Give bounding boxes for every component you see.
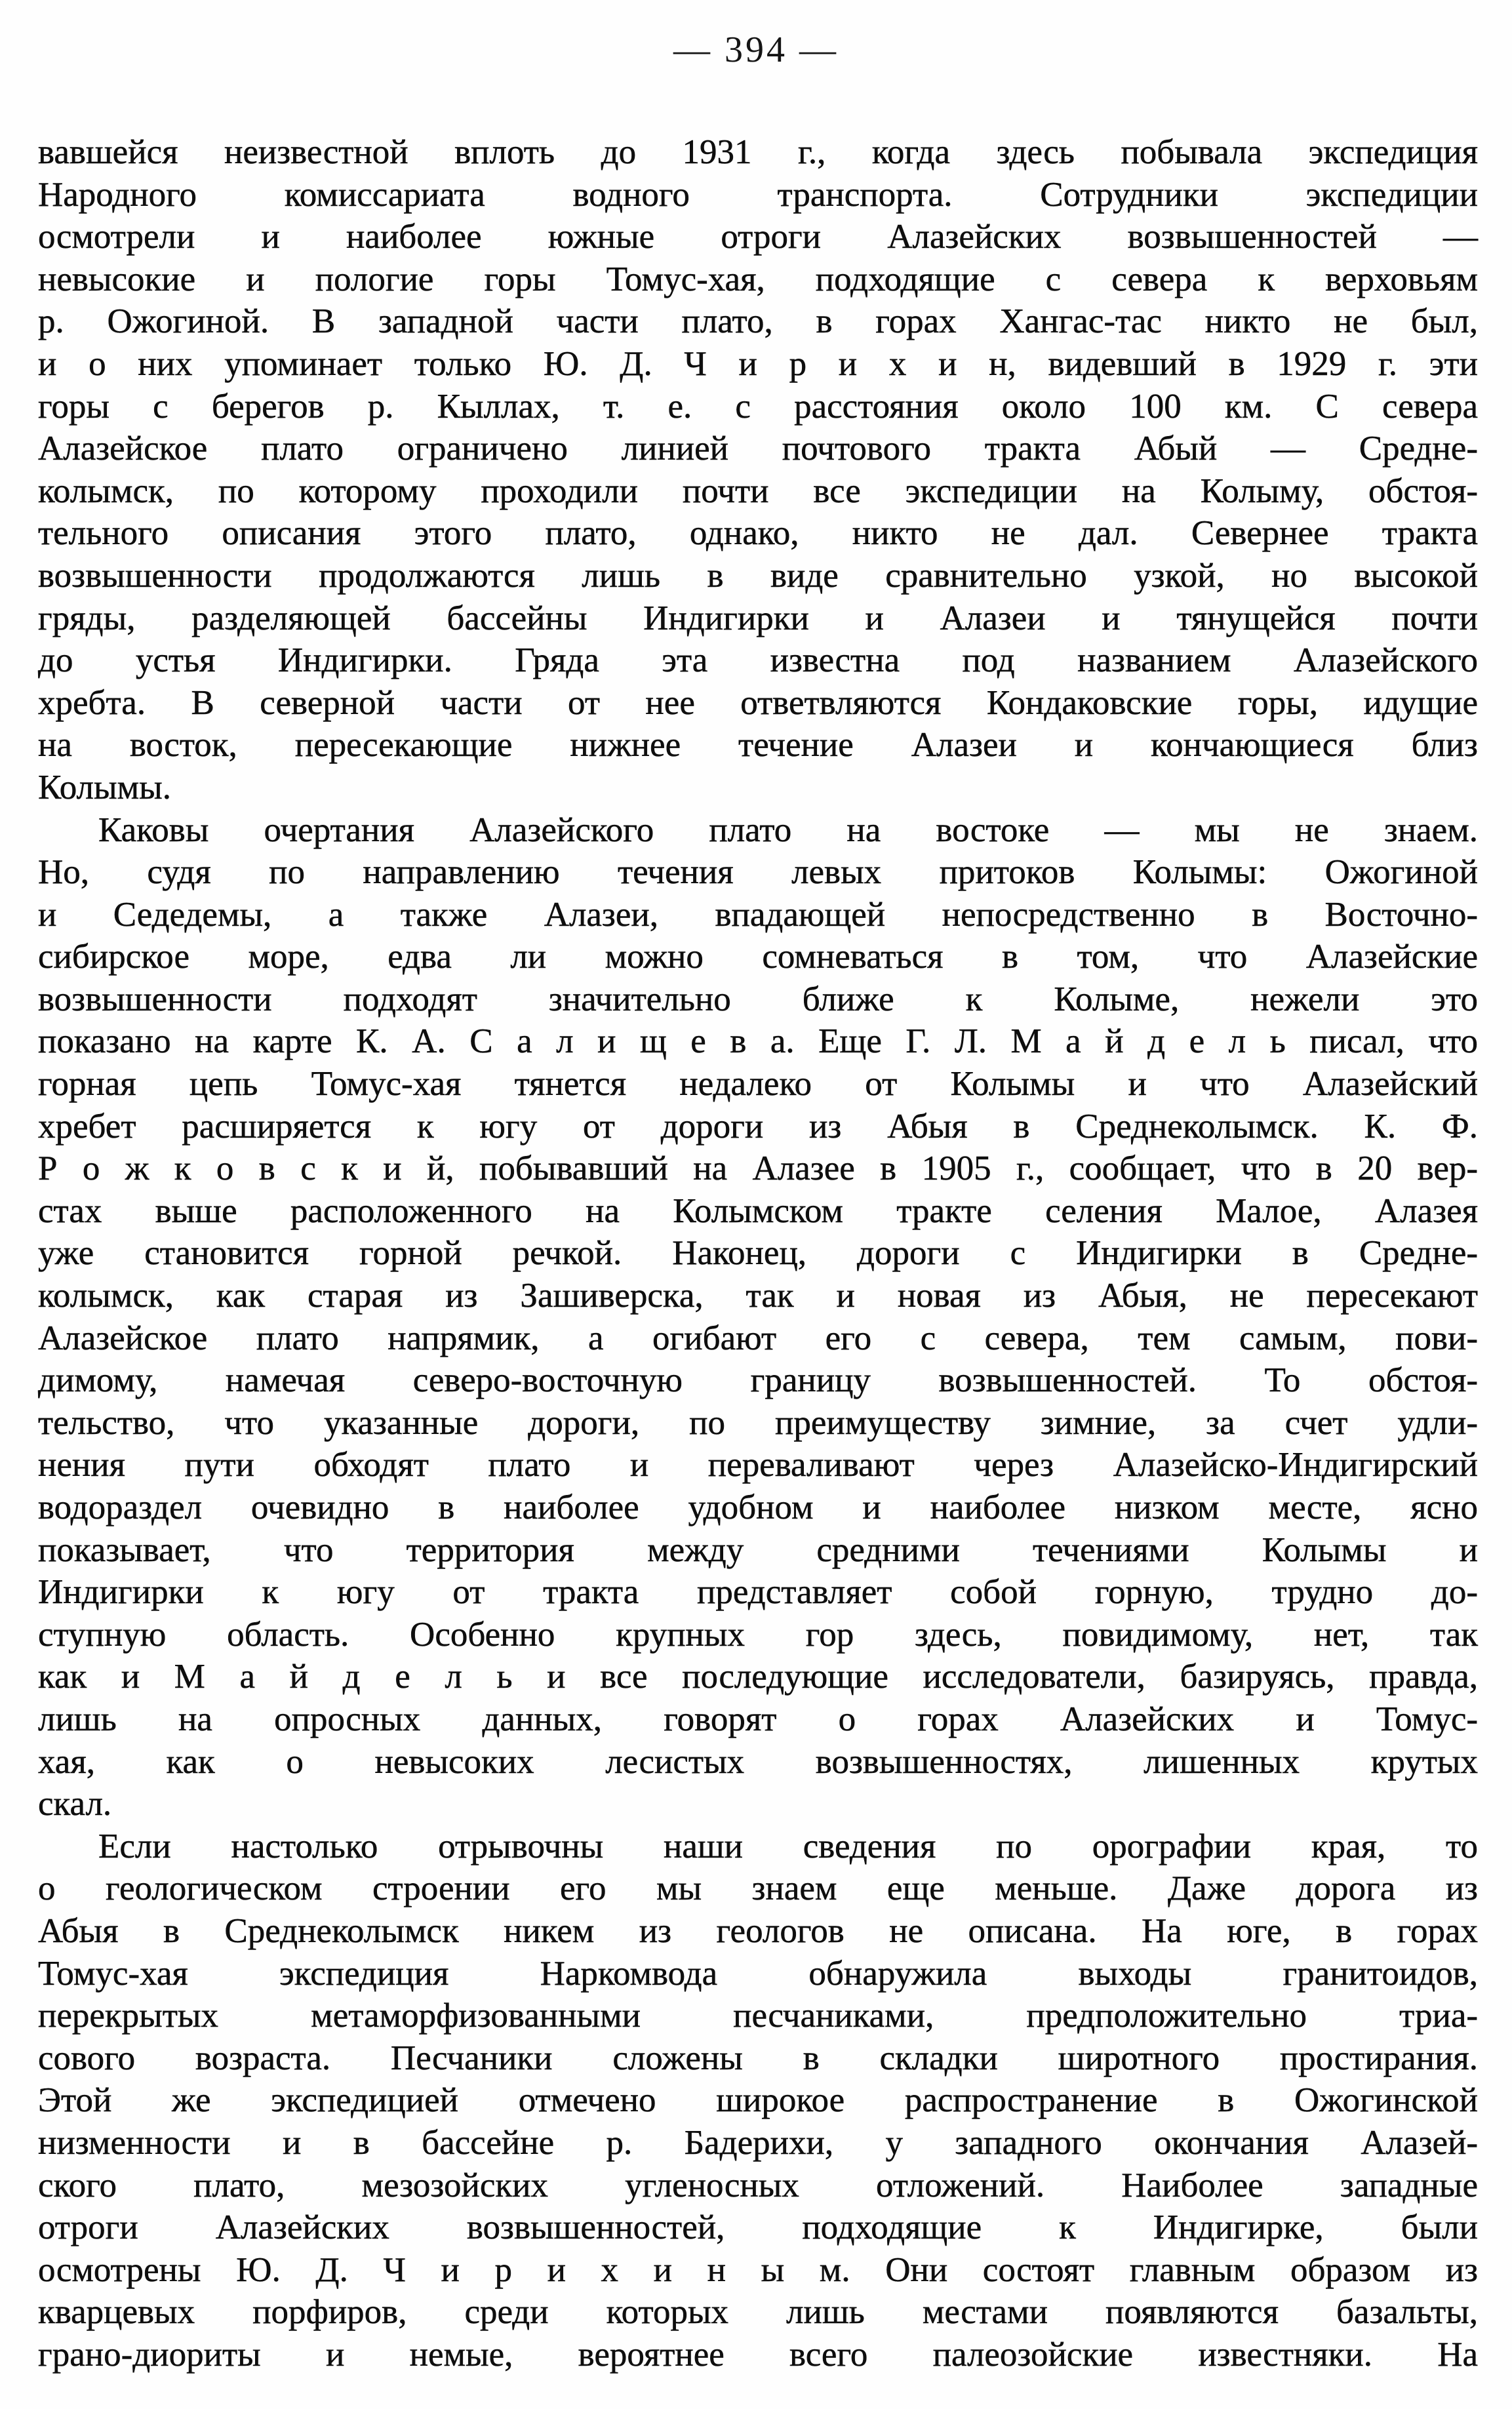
page-text-block	[38, 131, 1478, 2376]
text-line: как и М а й д е л ь и все последующие исследователи, базируясь, правда,	[38, 1658, 1478, 1696]
text-line: Народного комиссариата водного транспорта. Сотрудники экспедиции	[38, 175, 1478, 214]
text-line: Р о ж к о в с к и й, побывавший на Алазее в 1905 г., сообщает, что в 20 вер-	[38, 1149, 1478, 1188]
text-line: перекрытых метаморфизованными песчаниками, предположительно триа-	[38, 1997, 1478, 2035]
text-line: Индигирки к югу от тракта представляет собой горную, трудно до-	[38, 1573, 1478, 1612]
text-line: нения пути обходят плато и переваливают через Алазейско-Индигирский	[38, 1446, 1478, 1484]
text-line: хребет расширяется к югу от дороги из Абыя в Среднеколымск. К. Ф.	[38, 1107, 1478, 1145]
text-line: сового возраста. Песчаники сложены в складки широтного простирания.	[38, 2039, 1478, 2077]
text-line: ступную область. Особенно крупных гор здесь, повидимому, нет, так	[38, 1615, 1478, 1654]
text-line: горы с берегов р. Кыллах, т. е. с расстояния около 100 км. С севера	[38, 387, 1478, 426]
text-line: о геологическом строении его мы знаем еще меньше. Даже дорога из	[38, 1869, 1478, 1908]
text-line: показывает, что территория между средними течениями Колымы и	[38, 1530, 1478, 1569]
text-line: грано-диориты и немые, вероятнее всего палеозойские известняки. На	[38, 2335, 1478, 2374]
text-line: и Седедемы, а также Алазеи, впадающей непосредственно в Восточно-	[38, 895, 1478, 934]
text-line: тельство, что указанные дороги, по преимуществу зимние, за счет удли-	[38, 1403, 1478, 1442]
text-line: показано на карте К. А. С а л и щ е в а. Еще Г. Л. М а й д е л ь писал, что	[38, 1022, 1478, 1061]
text-line: Абыя в Среднеколымск никем из геологов не описана. На юге, в горах	[38, 1911, 1478, 1950]
text-line: скал.	[38, 1785, 112, 1823]
text-line: невысокие и пологие горы Томус-хая, подходящие с севера к верховьям	[38, 260, 1478, 298]
text-line: ского плато, мезозойских угленосных отложений. Наиболее западные	[38, 2166, 1478, 2204]
text-line: вавшейся неизвестной вплоть до 1931 г., когда здесь побывала экспедиция	[38, 133, 1478, 171]
text-line: Томус-хая экспедиция Наркомвода обнаружила выходы гранитоидов,	[38, 1954, 1478, 1993]
text-line: низменности и в бассейне р. Бадерихи, у западного окончания Алазей-	[38, 2123, 1478, 2162]
text-line: водораздел очевидно в наиболее удобном и наиболее низком месте, ясно	[38, 1488, 1478, 1526]
text-line: возвышенности подходят значительно ближе к Колыме, нежели это	[38, 980, 1478, 1018]
text-line: колымск, по которому проходили почти все экспедиции на Колыму, обстоя-	[38, 471, 1478, 510]
text-line: и о них упоминает только Ю. Д. Ч и р и х и н, видевший в 1929 г. эти	[38, 344, 1478, 383]
text-line: гряды, разделяющей бассейны Индигирки и Алазеи и тянущейся почти	[38, 599, 1478, 637]
text-line: Этой же экспедицией отмечено широкое распространение в Ожогинской	[38, 2081, 1478, 2120]
text-line: на восток, пересекающие нижнее течение Алазеи и кончающиеся близ	[38, 726, 1478, 765]
text-line: лишь на опросных данных, говорят о горах Алазейских и Томус-	[38, 1700, 1478, 1738]
text-line: димому, намечая северо-восточную границу возвышенностей. То обстоя-	[38, 1361, 1478, 1400]
text-line: хребта. В северной части от нее ответвляются Кондаковские горы, идущие	[38, 683, 1478, 722]
text-line: тельного описания этого плато, однако, никто не дал. Севернее тракта	[38, 514, 1478, 553]
text-line: Если настолько отрывочны наши сведения по орографии края, то	[98, 1827, 1478, 1865]
text-line: Алазейское плато ограничено линией почтового тракта Абый — Средне-	[38, 429, 1478, 468]
text-line: уже становится горной речкой. Наконец, дороги с Индигирки в Средне-	[38, 1234, 1478, 1273]
text-line: осмотрели и наиболее южные отроги Алазейских возвышенностей —	[38, 218, 1478, 256]
text-line: осмотрены Ю. Д. Ч и р и х и н ы м. Они состоят главным образом из	[38, 2250, 1478, 2289]
text-line: кварцевых порфиров, среди которых лишь местами появляются базальты,	[38, 2293, 1478, 2332]
page-number: — 394 —	[673, 30, 839, 70]
text-line: сибирское море, едва ли можно сомневаться в том, что Алазейские	[38, 938, 1478, 976]
text-line: Алазейское плато напрямик, а огибают его с севера, тем самым, пови-	[38, 1319, 1478, 1357]
text-line: колымск, как старая из Зашиверска, так и новая из Абыя, не пересекают	[38, 1277, 1478, 1315]
text-line: Но, судя по направлению течения левых притоков Колымы: Ожогиной	[38, 853, 1478, 892]
text-line: возвышенности продолжаются лишь в виде сравнительно узкой, но высокой	[38, 556, 1478, 595]
text-line: р. Ожогиной. В западной части плато, в горах Хангас-тас никто не был,	[38, 302, 1478, 341]
text-line: Колымы.	[38, 768, 171, 806]
text-line: стах выше расположенного на Колымском тракте селения Малое, Алазея	[38, 1191, 1478, 1230]
text-line: отроги Алазейских возвышенностей, подходящие к Индигирке, были	[38, 2208, 1478, 2247]
text-line: горная цепь Томус-хая тянется недалеко от Колымы и что Алазейский	[38, 1065, 1478, 1104]
text-line: до устья Индигирки. Гряда эта известна под названием Алазейского	[38, 641, 1478, 680]
text-line: Каковы очертания Алазейского плато на востоке — мы не знаем.	[98, 810, 1478, 849]
text-line: хая, как о невысоких лесистых возвышенностях, лишенных крутых	[38, 1742, 1478, 1781]
